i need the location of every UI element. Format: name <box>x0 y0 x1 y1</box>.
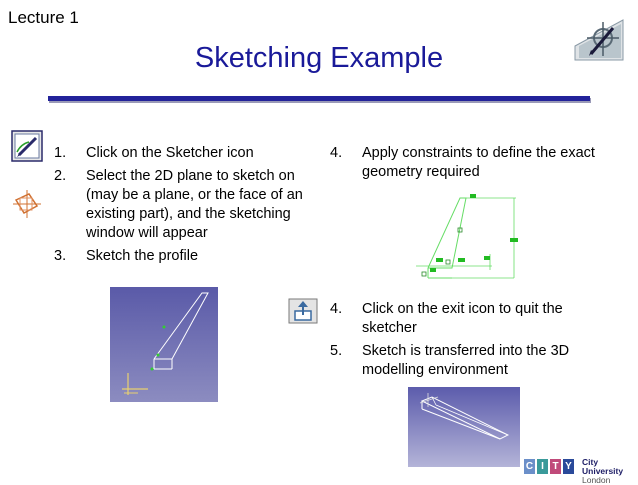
item-text: Apply constraints to define the exact geometry required <box>362 145 595 180</box>
logo-letter: Y <box>563 459 574 474</box>
plane-icon[interactable] <box>11 188 43 220</box>
steps-list-right-top <box>330 144 600 186</box>
item-text: Sketch the profile <box>86 248 199 264</box>
sketch-profile-screenshot <box>110 287 218 402</box>
lecture-label: Lecture 1 <box>8 8 79 27</box>
list-item <box>54 167 316 243</box>
item-text: Click on the Sketcher icon <box>86 145 254 161</box>
catia-logo-icon <box>571 16 627 64</box>
steps-list-right-bottom <box>330 300 600 384</box>
steps-list-left <box>54 144 316 270</box>
sketcher-icon[interactable] <box>11 130 43 162</box>
item-number: 2. <box>54 168 67 184</box>
university-name <box>582 458 632 485</box>
list-item <box>330 342 600 380</box>
logo-letter: T <box>550 459 561 474</box>
constraints-screenshot <box>408 190 540 285</box>
item-number: 4. <box>330 145 343 161</box>
3d-environment-screenshot <box>408 387 520 467</box>
title-rule <box>48 96 590 101</box>
list-item <box>330 144 600 182</box>
list-item <box>330 300 600 338</box>
item-text: Sketch is transferred into the 3D modelling environment <box>362 343 570 378</box>
list-item <box>54 144 316 163</box>
slide-title: Sketching Example <box>194 42 444 74</box>
logo-letter: C <box>525 461 534 472</box>
item-number: 3. <box>54 248 67 264</box>
item-text: Click on the exit icon to quit the sketcher <box>362 301 563 336</box>
university-name-text: City University <box>582 457 624 476</box>
item-number: 4. <box>330 301 343 317</box>
city-university-logo <box>524 457 632 485</box>
item-number: 1. <box>54 145 67 161</box>
item-text: Select the 2D plane to sketch on (may be a plane, or the face of an existing part), and the sketching window will appear <box>86 168 303 241</box>
university-city: London <box>582 475 611 485</box>
logo-letter: I <box>537 459 548 474</box>
item-number: 5. <box>330 343 343 359</box>
exit-workbench-icon[interactable] <box>288 298 318 324</box>
list-item <box>54 247 316 266</box>
